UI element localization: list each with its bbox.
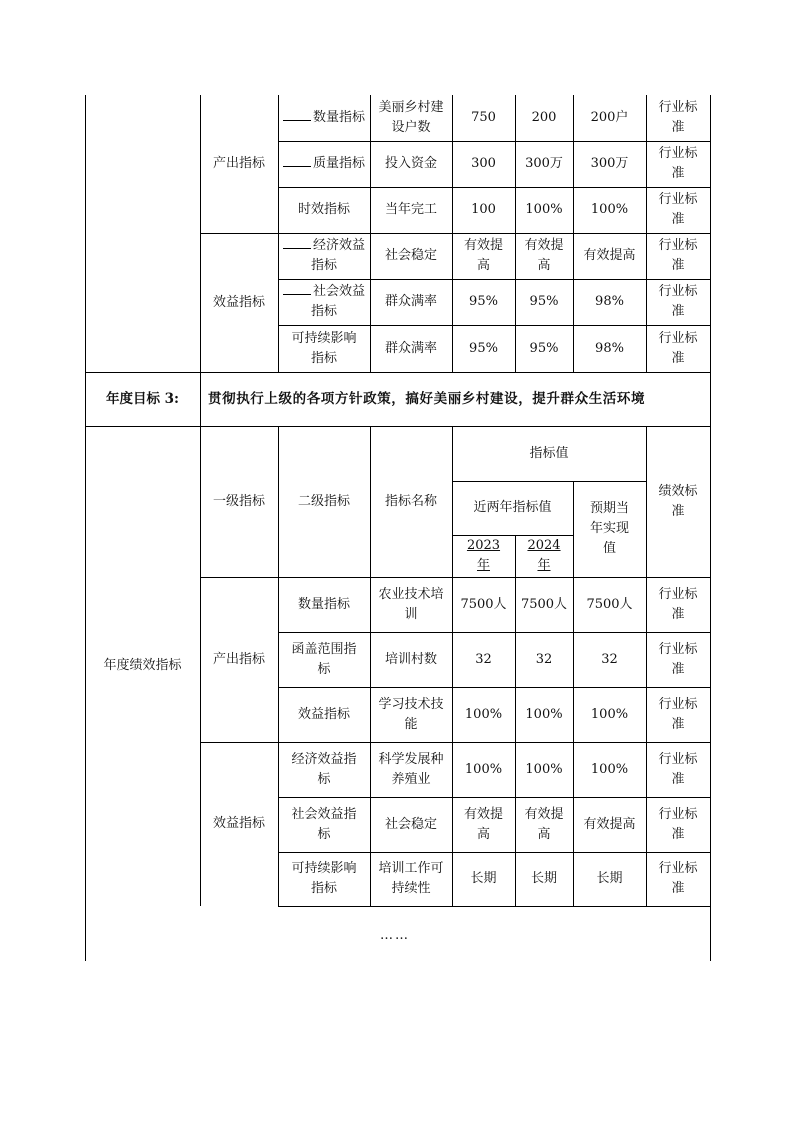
value-2024-cell: 有效提高 — [524, 238, 564, 273]
expected-value-cell: 有效提高 — [583, 248, 636, 263]
value-2024-cell: 32 — [535, 651, 553, 667]
sub-indicator-text: 质量指标 — [312, 156, 365, 171]
value-2023-cell: 300 — [471, 156, 496, 171]
value-2023-cell: 100 — [471, 202, 496, 217]
value-2023-cell: 95% — [469, 340, 498, 356]
benefit-category-cell: 效益指标 — [212, 816, 265, 831]
sub-indicator-cell — [278, 95, 370, 141]
standard-cell: 行业标准 — [658, 696, 698, 732]
sub-indicator-text: 经济效益指标 — [310, 238, 365, 273]
value-2024-cell: 100% — [525, 202, 563, 217]
standard-cell: 行业标准 — [658, 192, 698, 227]
sub-indicator-text: 数量指标 — [312, 110, 365, 125]
expected-value-cell: 200户 — [590, 110, 629, 125]
standard-cell: 行业标准 — [658, 330, 698, 366]
sub-indicator-cell: 社会效益指标 — [291, 806, 357, 842]
value-2023-cell: 100% — [464, 761, 503, 777]
value-2024-cell: 95% — [529, 294, 559, 309]
sub-indicator-text: 社会效益指标 — [310, 284, 365, 319]
indicator-name-cell: 群众满率 — [384, 294, 437, 309]
value-2024-cell: 长期 — [530, 871, 557, 886]
standard-cell: 行业标准 — [658, 146, 698, 181]
indicator-name-cell: 当年完工 — [384, 202, 437, 217]
value-2024-cell: 200 — [531, 110, 557, 125]
indicator-name-cell: 科学发展种养殖业 — [378, 751, 444, 787]
sub-indicator-cell: 经济效益指标 — [291, 751, 357, 787]
header-recent: 近两年指标值 — [473, 500, 552, 515]
header-value: 指标值 — [529, 445, 569, 461]
annual-performance-label: 年度绩效指标 — [103, 658, 182, 673]
header-2024: 2024年 — [527, 538, 561, 573]
expected-value-cell: 32 — [601, 651, 618, 667]
sub-indicator-cell: 函盖范围指标 — [291, 641, 357, 677]
standard-cell: 行业标准 — [658, 586, 698, 622]
sub-indicator-cell — [278, 279, 370, 325]
sub-indicator-cell: 数量指标 — [297, 596, 350, 612]
goal3-text: 贯彻执行上级的各项方针政策，搞好美丽乡村建设，提升群众生活环境 — [208, 391, 646, 407]
expected-value-cell: 100% — [590, 706, 629, 722]
value-2024-cell: 95% — [529, 340, 559, 356]
indicator-name-cell: 农业技术培训 — [378, 586, 444, 622]
continuation-ellipsis: …… — [380, 928, 410, 943]
value-2023-cell: 95% — [469, 294, 498, 309]
header-level1: 一级指标 — [212, 493, 265, 509]
value-2023-cell: 有效提高 — [463, 806, 503, 842]
expected-value-cell: 长期 — [596, 871, 623, 886]
expected-value-cell: 98% — [595, 294, 624, 309]
sub-indicator-cell — [278, 233, 370, 279]
value-2023-cell: 100% — [464, 706, 503, 722]
value-2024-cell: 100% — [525, 706, 563, 722]
standard-cell: 行业标准 — [658, 806, 698, 842]
standard-cell: 行业标准 — [658, 861, 698, 896]
indicator-name-cell: 培训村数 — [384, 651, 437, 667]
border-right — [710, 95, 711, 961]
indicator-name-cell: 培训工作可持续性 — [378, 861, 444, 896]
standard-cell: 行业标准 — [658, 641, 698, 677]
value-2024-cell: 有效提高 — [524, 806, 564, 842]
value-2024-cell: 7500人 — [520, 596, 568, 612]
sub-indicator-cell: 可持续影响指标 — [291, 330, 357, 366]
indicator-name-cell: 群众满率 — [384, 340, 437, 356]
expected-value-cell: 有效提高 — [583, 816, 636, 832]
output-category-cell: 产出指标 — [212, 651, 265, 667]
indicator-name-cell: 社会稳定 — [384, 248, 437, 263]
expected-value-cell: 300万 — [590, 156, 629, 171]
expected-value-cell: 100% — [590, 202, 629, 217]
indicator-name-cell: 社会稳定 — [384, 816, 437, 832]
sub-indicator-cell: 时效指标 — [297, 202, 350, 217]
header-standard: 绩效标准 — [658, 483, 698, 519]
value-2024-cell: 100% — [525, 761, 563, 777]
output-category-cell: 产出指标 — [212, 156, 265, 171]
standard-cell: 行业标准 — [658, 100, 698, 135]
header-name: 指标名称 — [384, 493, 437, 509]
value-2023-cell: 7500人 — [460, 596, 507, 612]
standard-cell: 行业标准 — [658, 751, 698, 787]
standard-cell: 行业标准 — [658, 284, 698, 319]
expected-value-cell: 98% — [595, 340, 624, 356]
indicator-name-cell: 学习技术技能 — [378, 696, 444, 732]
expected-value-cell: 7500人 — [586, 596, 633, 612]
indicator-name-cell: 投入资金 — [384, 156, 437, 171]
benefit-category-cell: 效益指标 — [212, 294, 265, 310]
value-2024-cell: 300万 — [525, 156, 563, 171]
indicator-name-cell: 美丽乡村建设户数 — [378, 100, 444, 135]
header-2023: 2023年 — [466, 538, 501, 573]
sub-indicator-cell: 可持续影响指标 — [291, 861, 357, 896]
value-2023-cell: 长期 — [470, 871, 497, 886]
value-2023-cell: 有效提高 — [463, 238, 503, 273]
value-2023-cell: 750 — [471, 110, 496, 125]
goal3-label: 年度目标 3: — [105, 391, 180, 407]
sub-indicator-cell: 效益指标 — [297, 706, 350, 722]
value-2023-cell: 32 — [475, 651, 492, 667]
header-level2: 二级指标 — [297, 493, 350, 509]
header-expected: 预期当年实现值 — [589, 501, 629, 556]
standard-cell: 行业标准 — [658, 238, 698, 273]
sub-indicator-cell — [278, 141, 370, 187]
expected-value-cell: 100% — [590, 761, 629, 777]
